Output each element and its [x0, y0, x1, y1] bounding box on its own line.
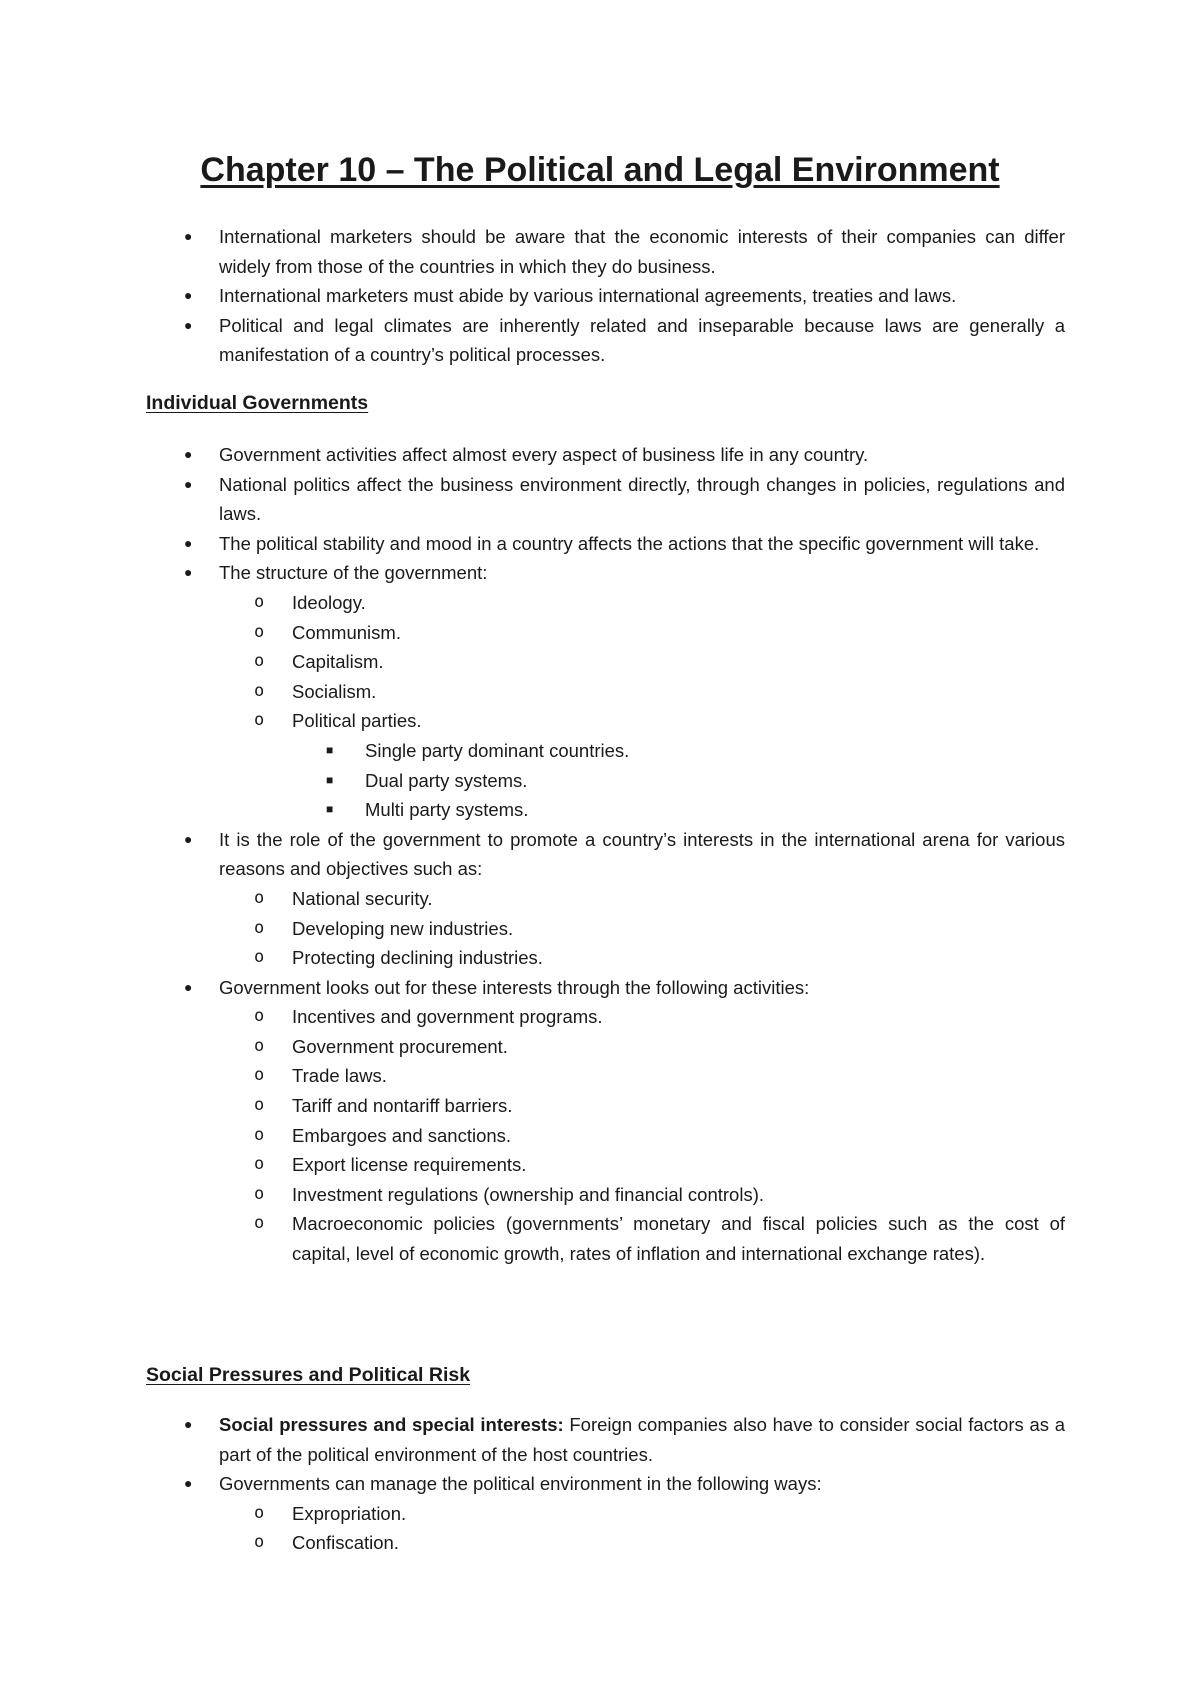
- circle-bullet-icon: o: [254, 621, 265, 642]
- list-item: ● International marketers must abide by various international agreements, treaties and laws.: [0, 281, 1065, 311]
- bullet-icon: ●: [184, 228, 193, 244]
- social-pressures-list: [0, 1410, 1200, 1558]
- list-item: ■ Multi party systems.: [0, 795, 1065, 825]
- list-item: o Macroeconomic policies (governments’ monetary and fiscal policies such as the cost of capital, level of economic growth, rates of inflation and international exchange rates).: [0, 1209, 1065, 1268]
- bullet-icon: ●: [184, 978, 193, 995]
- bullet-icon: ●: [184, 446, 193, 462]
- circle-bullet-icon: o: [254, 710, 265, 731]
- list-item: ● Governments can manage the political environment in the following ways:: [0, 1469, 1065, 1499]
- list-item: o Confiscation.: [0, 1528, 1065, 1558]
- section-heading-individual-governments: Individual Governments: [146, 392, 369, 414]
- list-item: ● The political stability and mood in a country affects the actions that the specific government will take.: [0, 529, 1065, 559]
- list-item: ● Social pressures and special interests: Foreign companies also have to consider social factors as a part of the political environment of the host countries.: [0, 1410, 1065, 1469]
- list-item: ● It is the role of the government to promote a country’s interests in the international arena for various reasons and objectives such as:: [0, 825, 1065, 884]
- list-item: o Communism.: [0, 618, 1065, 648]
- bullet-icon: ●: [184, 830, 193, 847]
- circle-bullet-icon: o: [254, 1502, 265, 1523]
- list-item: ■ Dual party systems.: [0, 766, 1065, 796]
- bullet-icon: ●: [184, 287, 193, 304]
- bullet-icon: ●: [184, 564, 193, 581]
- list-item: o Protecting declining industries.: [0, 943, 1065, 973]
- list-item: o Expropriation.: [0, 1499, 1065, 1529]
- square-bullet-icon: ■: [326, 742, 334, 757]
- list-item: o Investment regulations (ownership and financial controls).: [0, 1180, 1065, 1210]
- circle-bullet-icon: o: [254, 680, 265, 701]
- circle-bullet-icon: o: [254, 887, 265, 908]
- circle-bullet-icon: o: [254, 1006, 265, 1027]
- list-item: o Embargoes and sanctions.: [0, 1121, 1065, 1151]
- circle-bullet-icon: o: [254, 591, 265, 612]
- circle-bullet-icon: o: [254, 1035, 265, 1056]
- list-item: o Developing new industries.: [0, 914, 1065, 944]
- square-bullet-icon: ■: [326, 802, 334, 817]
- list-item: ● The structure of the government:: [0, 558, 1065, 588]
- list-item: ● National politics affect the business environment directly, through changes in policies, regulations and laws.: [0, 470, 1065, 529]
- intro-list: [0, 222, 1200, 370]
- list-item: ● Government activities affect almost every aspect of business life in any country.: [0, 440, 1065, 470]
- circle-bullet-icon: o: [254, 651, 265, 672]
- circle-bullet-icon: o: [254, 1095, 265, 1116]
- circle-bullet-icon: o: [254, 947, 265, 968]
- page-title: Chapter 10 – The Political and Legal Environment: [200, 151, 1000, 189]
- square-bullet-icon: ■: [326, 772, 334, 787]
- list-item: o Ideology.: [0, 588, 1065, 618]
- list-item: o Government procurement.: [0, 1032, 1065, 1062]
- list-item: ■ Single party dominant countries.: [0, 736, 1065, 766]
- list-item: o Capitalism.: [0, 647, 1065, 677]
- term-label: Social pressures and special interests:: [219, 1414, 564, 1435]
- list-item: o Export license requirements.: [0, 1150, 1065, 1180]
- list-item: o Trade laws.: [0, 1061, 1065, 1091]
- circle-bullet-icon: o: [254, 1154, 265, 1175]
- list-item: ● Political and legal climates are inherently related and inseparable because laws are generally a manifestation of a country’s political processes.: [0, 311, 1065, 370]
- circle-bullet-icon: o: [254, 1213, 265, 1234]
- bullet-icon: ●: [184, 1475, 193, 1492]
- individual-governments-list: [0, 440, 1200, 1269]
- list-item: o Political parties.: [0, 706, 1065, 736]
- bullet-icon: ●: [184, 1416, 193, 1432]
- circle-bullet-icon: o: [254, 917, 265, 938]
- circle-bullet-icon: o: [254, 1124, 265, 1145]
- circle-bullet-icon: o: [254, 1183, 265, 1204]
- bullet-icon: ●: [184, 534, 193, 551]
- list-item: ● Government looks out for these interests through the following activities:: [0, 973, 1065, 1003]
- list-item: o Tariff and nontariff barriers.: [0, 1091, 1065, 1121]
- circle-bullet-icon: o: [254, 1065, 265, 1086]
- list-item: o National security.: [0, 884, 1065, 914]
- circle-bullet-icon: o: [254, 1532, 265, 1553]
- bullet-icon: ●: [184, 316, 193, 333]
- list-item: o Incentives and government programs.: [0, 1002, 1065, 1032]
- bullet-icon: ●: [184, 475, 193, 492]
- list-item: o Socialism.: [0, 677, 1065, 707]
- list-item: ● International marketers should be aware that the economic interests of their companies can differ widely from those of the countries in which they do business.: [0, 222, 1065, 281]
- section-heading-social-pressures: Social Pressures and Political Risk: [146, 1364, 471, 1386]
